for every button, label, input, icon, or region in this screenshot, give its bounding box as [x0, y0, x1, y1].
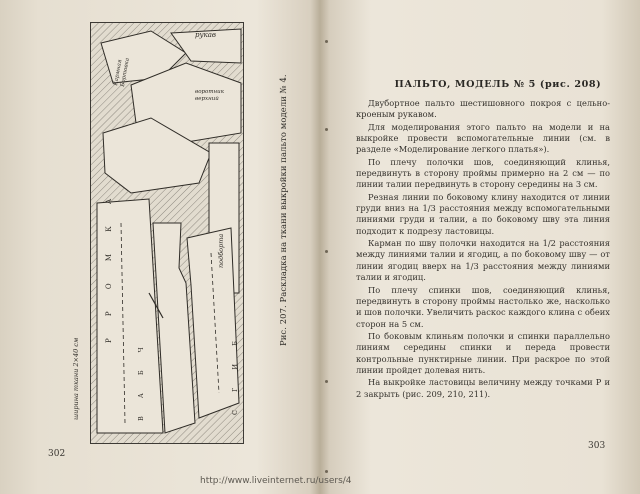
watermark-url: http://www.liveinternet.ru/users/4 [200, 476, 352, 486]
page-number-right: 303 [588, 441, 606, 451]
paragraph: На выкройке ластовицы величину между точками P и 2 закрыть (рис. 209, 210, 211). [356, 377, 610, 399]
figure-label-facing: подборта [217, 233, 225, 268]
section-heading: ПАЛЬТО, МОДЕЛЬ № 5 (рис. 208) [394, 79, 602, 90]
figure-label-collar: воротник верхний [195, 89, 225, 102]
figure-caption [264, 74, 288, 346]
paragraph: Резная линии по боковому клину находится от линии груди вниз на 1/3 расстояния между вспомогательными линиями груди и талии, а по боковому шву эта линия подходит к подрезу ластовицы. [356, 191, 610, 236]
figure-label-pocket-flap: Кармная Бортовка [113, 57, 131, 88]
figure-label-back-letters: Р Р О М К А [105, 188, 113, 343]
paragraph: По плечу полочки шов, соединяющий клинья, передвинуть в сторону проймы примерно на 2 см — по линии талии передвинуть в сторону середины на 3 см. [356, 156, 610, 190]
figure-label-inner: В А Б Ч [137, 339, 145, 421]
pattern-layout-figure [90, 22, 244, 444]
paragraph: Двубортное пальто шестишовного покроя с цельно-кроеным рукавом. [356, 98, 610, 120]
paragraph: Для моделирования этого пальто на модели и на выкройке провести вспомогательные линии (см. в разделе «Моделирование легкого платья»). [356, 121, 610, 155]
paragraph: По боковым клиньям полочки и спинки параллельно линиям середины спинки и переда провести контрольные пунктирные линии. При раскрое по этой линии пройдет долевая нить. [356, 330, 610, 375]
figure-label-sleeve: рукав [195, 31, 216, 39]
paragraph: По плечу спинки шов, соединяющий клинья, передвинуть в сторону проймы настолько же, насколько и шов полочки. Увеличить раскос каждого клина с обеих сторон на 5 см. [356, 284, 610, 329]
paragraph: Карман по шву полочки находится на 1/2 расстояния между линиями талии и ягодиц, а по боковому шву — от линии ягодиц вверх на 1/3 расстояния между линиями талии и ягодиц. [356, 238, 610, 283]
fabric-width-label: ширина ткани 2×40 см [72, 337, 80, 420]
right-page [320, 0, 640, 494]
body-text [356, 98, 610, 401]
figure-label-fold: С Г И Б [231, 333, 239, 415]
figure-caption-text: Рис. 207. Раскладка на ткани выкройки пальто модели № 4. [278, 74, 288, 346]
page-number-left: 302 [48, 449, 66, 459]
